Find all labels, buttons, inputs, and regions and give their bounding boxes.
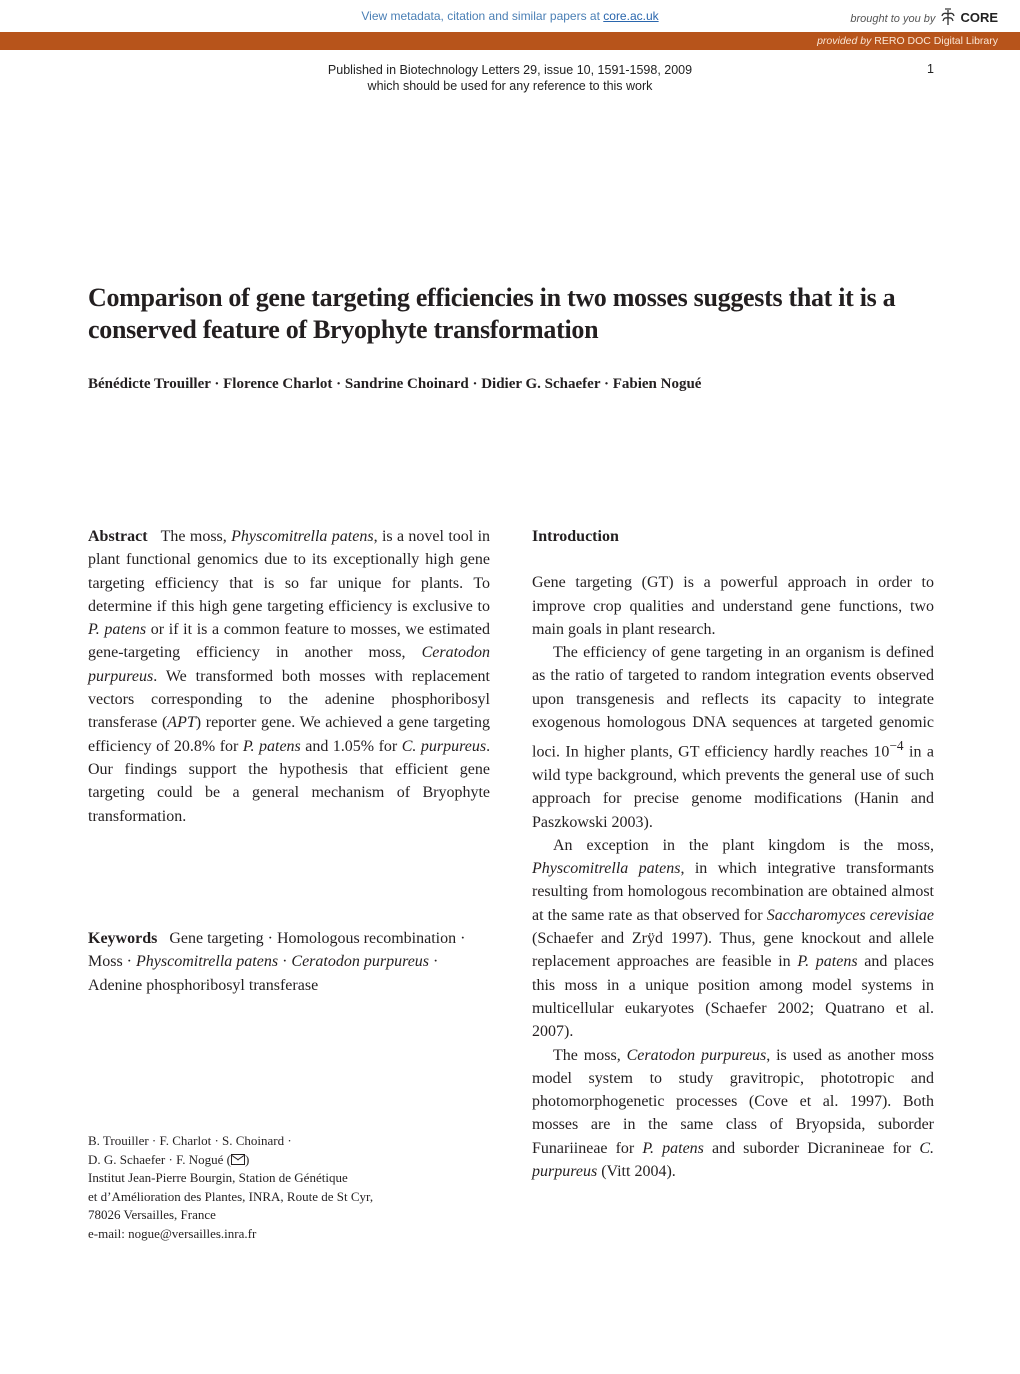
keywords-text: Keywords Gene targeting · Homologous recombination · Moss · Physcomitrella patens · Ceratodon purpureus · Adenine phosphoribosyl transferase [88, 930, 466, 994]
author-email[interactable]: e-mail: nogue@versailles.inra.fr [88, 1225, 257, 1241]
introduction-section [532, 525, 934, 1183]
abstract-text: Abstract The moss, Physcomitrella patens, is a novel tool in plant functional genomics due to its exceptionally high gene targeting efficiency that is so far unique for plants. To determine if this high gene targeting efficiency is exclusive to P. patens or if it is a common feature to mosses, we estimated gene-targeting efficiency in another moss, Ceratodon purpureus. We transformed both mosses with replacement vectors corresponding to the adenine phosphoribosyl transferase (APT) reporter gene. We achieved a gene targeting efficiency of 20.8% for P. patens and 1.05% for C. purpureus. Our findings support the hypothesis that efficient gene targeting could be a general mechanism of Bryophyte transformation. [88, 528, 491, 825]
core-logo-text[interactable]: CORE [960, 10, 998, 25]
page-number: 1 [927, 62, 934, 76]
core-link[interactable]: core.ac.uk [603, 9, 659, 23]
paper-title: Comparison of gene targeting efficiencies in two mosses suggests that it is a conserved feature of Bryophyte transformation [88, 283, 896, 344]
envelope-icon[interactable] [231, 1154, 245, 1165]
abstract-section [88, 525, 490, 828]
reference-note: which should be used for any reference to this work [367, 79, 653, 93]
publication-info [0, 62, 1020, 94]
keywords-label: Keywords [88, 930, 158, 947]
provider-bar [0, 32, 1020, 50]
author-affiliation: B. Trouiller · F. Charlot · S. Choinard · D. G. Schaefer · F. Nogué ( ) Institut Jean-Pierre Bourgin, Station de Génétique et d’Amélioration des Plantes, INRA, Route de St Cyr, 78026 Versailles, France e-mail: nogue@versailles.inra.fr [88, 1132, 490, 1243]
core-metadata-line: View metadata, citation and similar papers at core.ac.uk [361, 9, 659, 23]
intro-paragraph-2: The efficiency of gene targeting in an organism is defined as the ratio of targeted to random integration events observed upon transgenesis and reflects its capacity to integrate exogenous homologous DNA sequences at targeted genomic loci. In higher plants, GT efficiency hardly reaches $10^{-4}$ in a wild type background, which prevents the general use of such approach for precise genome modifications (Hanin and Paszkowski 2003). [532, 644, 935, 831]
keywords-section [88, 927, 490, 997]
provider-link[interactable]: RERO DOC Digital Library [874, 35, 998, 47]
author-list: Bénédicte Trouiller · Florence Charlot · Sandrine Choinard · Didier G. Schaefer · Fabien Nogué [88, 376, 702, 392]
intro-paragraph-3: An exception in the plant kingdom is the moss, Physcomitrella patens, in which integrative transformants resulting from homologous recombination are obtained almost at the same rate as that observed for Saccharomyces cerevisiae (Schaefer and Zrÿd 1997). Thus, gene knockout and allele replacement approaches are feasible in P. patens and places this moss in a unique position among model systems in multicellular eukaryotes (Schaefer 2002; Quatrano et al. 2007). [532, 836, 935, 1041]
core-logo-icon [940, 8, 956, 26]
introduction-heading: Introduction [532, 528, 619, 545]
core-banner [0, 0, 1020, 32]
provided-by: provided by RERO DOC Digital Library [817, 35, 998, 47]
intro-paragraph-4: The moss, Ceratodon purpureus, is used as another moss model system to study gravitropic, phototropic and photomorphogenetic processes (Cove et al. 1997). Both mosses are in the same class of Bryopsida, suborder Funariineae for P. patens and suborder Dicranineae for C. purpureus (Vitt 2004). [532, 1046, 934, 1181]
core-brought-by: brought to you by CORE [850, 10, 998, 25]
published-line: Published in Biotechnology Letters 29, issue 10, 1591-1598, 2009 [327, 63, 693, 77]
abstract-label: Abstract [88, 528, 148, 545]
intro-paragraph-1: Gene targeting (GT) is a powerful approach in order to improve crop qualities and understand gene functions, two main goals in plant research. [532, 574, 934, 638]
